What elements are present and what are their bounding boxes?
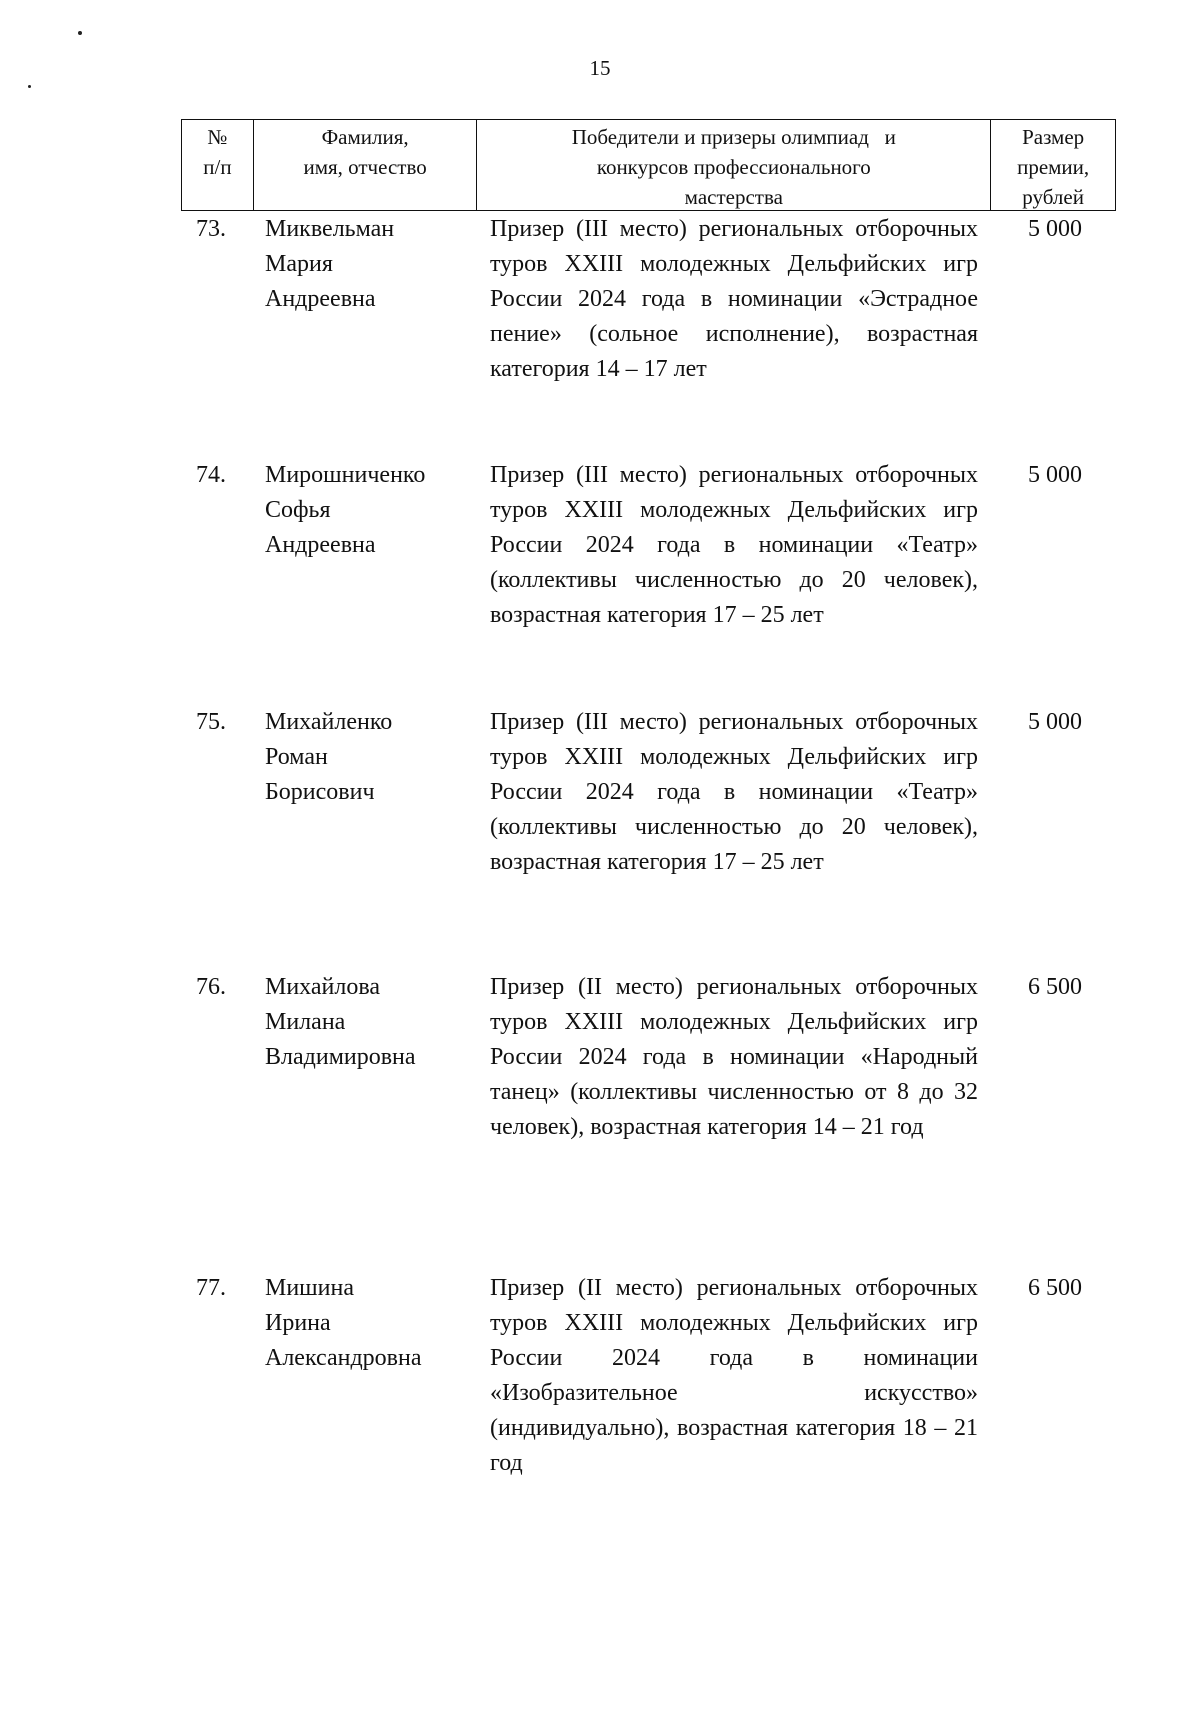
row-number: 75. — [196, 709, 226, 735]
header-name-cell — [254, 120, 478, 210]
header-prize-line3: рублей — [1022, 185, 1084, 209]
row-achievement: Призер (II место) региональных отборочных туров XXIII молодежных Дельфийских игр России 2024 года в номинации «Народный танец» (коллективы численностью от 8 до 32 человек), возрастная категория 14 – 21 год — [490, 974, 978, 1140]
header-description-cell — [477, 120, 991, 210]
header-number-label: п/п — [203, 155, 232, 179]
row-surname: Мишина — [265, 1275, 355, 1301]
header-description-line1: Победители и призеры олимпиад и — [571, 125, 896, 149]
header-name-line1: Фамилия, — [321, 125, 409, 149]
row-achievement: Призер (III место) региональных отборочных туров XXIII молодежных Дельфийских игр России 2024 года в номинации «Театр» (коллективы численностью до 20 человек), возрастная категория 17 – 25 лет — [490, 462, 978, 628]
header-name-line2: имя, отчество — [303, 155, 427, 179]
row-full-name — [265, 212, 470, 317]
table-header — [181, 119, 1116, 211]
row-achievement: Призер (III место) региональных отборочных туров XXIII молодежных Дельфийских игр России 2024 года в номинации «Эстрадное пение» (сольное исполнение), возрастная категория 14 – 17 лет — [490, 216, 978, 382]
row-prize-amount: 5 000 — [1028, 462, 1082, 488]
row-achievement: Призер (III место) региональных отборочных туров XXIII молодежных Дельфийских игр России 2024 года в номинации «Театр» (коллективы численностью до 20 человек), возрастная категория 17 – 25 лет — [490, 709, 978, 875]
row-number: 76. — [196, 974, 226, 1000]
row-full-name — [265, 458, 470, 563]
row-prize-amount: 6 500 — [1028, 1275, 1082, 1301]
row-number: 74. — [196, 462, 226, 488]
header-description-line2: конкурсов профессионального — [596, 155, 871, 179]
row-number: 77. — [196, 1275, 226, 1301]
row-first-name: Мария — [265, 251, 333, 277]
header-description-line3: мастерства — [684, 185, 783, 209]
row-full-name — [265, 705, 470, 810]
row-surname: Михайленко — [265, 709, 393, 735]
header-prize-line1: Размер — [1022, 125, 1085, 149]
row-first-name: Роман — [265, 744, 328, 770]
row-patronymic: Владимировна — [265, 1044, 416, 1070]
row-patronymic: Андреевна — [265, 532, 376, 558]
row-patronymic: Александровна — [265, 1345, 422, 1371]
header-prize-line2: премии, — [1017, 155, 1090, 179]
row-full-name — [265, 1271, 470, 1376]
row-patronymic: Андреевна — [265, 286, 376, 312]
header-number-cell — [182, 120, 254, 210]
row-surname: Мирошниченко — [265, 462, 426, 488]
header-number-symbol: № — [207, 125, 228, 149]
row-achievement: Призер (II место) региональных отборочных туров XXIII молодежных Дельфийских игр России 2024 года в номинации «Изобразительное искусство» (индивидуально), возрастная категория 18 – 21 год — [490, 1275, 978, 1476]
page-number: 15 — [589, 56, 611, 80]
row-surname: Миквельман — [265, 216, 395, 242]
row-first-name: Ирина — [265, 1310, 331, 1336]
row-prize-amount: 5 000 — [1028, 709, 1082, 735]
row-patronymic: Борисович — [265, 779, 375, 805]
row-prize-amount: 5 000 — [1028, 216, 1082, 242]
scan-speck — [28, 85, 31, 88]
row-prize-amount: 6 500 — [1028, 974, 1082, 1000]
scan-speck — [78, 31, 82, 35]
row-first-name: Софья — [265, 497, 331, 523]
row-surname: Михайлова — [265, 974, 381, 1000]
row-number: 73. — [196, 216, 226, 242]
row-first-name: Милана — [265, 1009, 346, 1035]
header-prize-cell — [991, 120, 1115, 210]
row-full-name — [265, 970, 470, 1075]
